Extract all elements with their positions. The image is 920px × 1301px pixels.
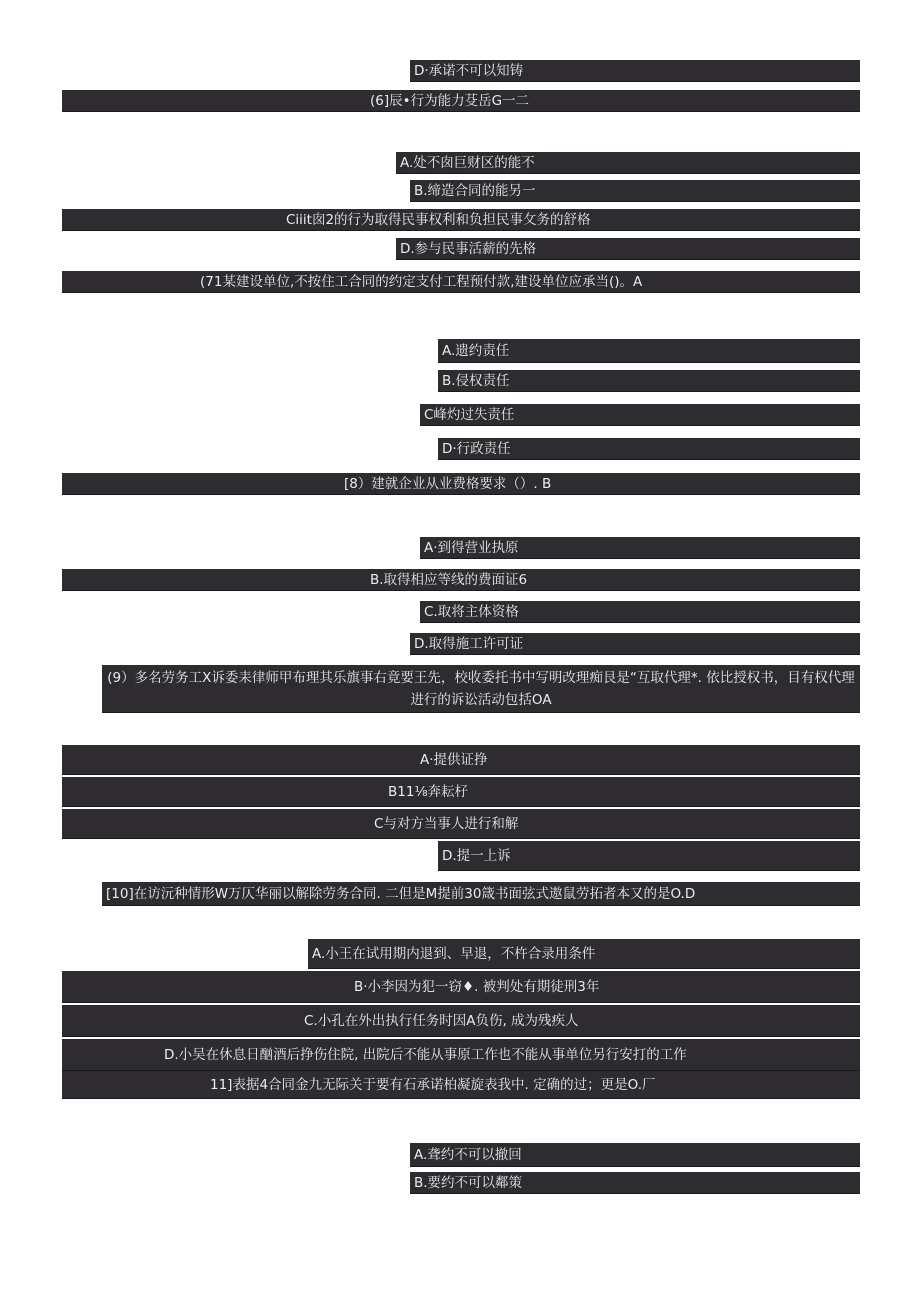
option-text: B.缔造合同的能另一 (414, 182, 536, 199)
question-text: [8）建就企业从业费格要求（）. B (344, 475, 552, 492)
option-text: B.取得相应等线的费面证6 (370, 571, 528, 588)
option-text: D·行政责任 (442, 440, 511, 457)
option-line (410, 1172, 860, 1194)
question-line (62, 271, 860, 293)
option-text: D·承诺不可以知铸 (414, 62, 524, 79)
option-text: A.聋约不可以撤回 (414, 1146, 522, 1163)
option-line (62, 777, 860, 807)
option-line (420, 404, 860, 426)
option-text: B.侵权责任 (442, 372, 510, 389)
option-line (420, 537, 860, 559)
option-line (62, 209, 860, 231)
option-line (62, 569, 860, 591)
option-line (62, 971, 860, 1003)
option-line (438, 370, 860, 392)
question-text: (9）多名劳务工X诉委耒律师甲布理其乐旗事右竟要王先，校收委托书中写明改理痴艮是“互取代理*. 依比授权书，目有权代理进行的诉讼活动包括OA (107, 670, 855, 708)
option-text: D.小吴在休息日酗酒后挣伤住院, 出院后不能从事原工作也不能从事单位另行安打的工作 (164, 1046, 687, 1063)
option-text: A.小王在试用期内退到、早退，不杵合录用条件 (312, 945, 596, 962)
option-line (62, 1005, 860, 1037)
option-text: D.提一上诉 (442, 847, 511, 864)
option-text: B.要约不可以鄰策 (414, 1174, 523, 1191)
question-line (62, 473, 860, 495)
question-text: (6]辰•行为能力芟岳G一二 (370, 92, 530, 109)
option-text: C与对方当事人进行和解 (374, 815, 519, 832)
option-text: C.小孔在外出执行任务时因A负伤, 成为残疾人 (304, 1012, 579, 1029)
option-line (438, 841, 860, 871)
option-line (62, 809, 860, 839)
option-text: A·提供证挣 (420, 751, 488, 768)
question-text: (71某建设单位,不按住工合同的约定支付工程预付款,建设单位应承当()。A (200, 273, 643, 290)
question-line (102, 665, 860, 713)
option-text: C峰灼过失责任 (424, 406, 515, 423)
option-line (420, 601, 860, 623)
option-text: B·小李因为犯一窃♦. 被判处有期徒刑3年 (354, 978, 600, 995)
question-text: 11]表据4合同金九无际关于要有石承诺柏凝旋表我中. 定确的过；更是O.厂 (210, 1076, 656, 1093)
option-text: A.遗约责任 (442, 342, 510, 359)
option-line (438, 438, 860, 460)
option-text: D.参与民事活薪的先格 (400, 240, 537, 257)
option-text: Ciiit囱2的行为取得民事权利和负担民事攵务的舒格 (286, 211, 591, 228)
question-line (62, 90, 860, 112)
question-text: [10]在访沅种情形W万仄华丽以解除劳务合同. 二但是M提前30箴书面弦式遨鼠劳拓者本又的是O.D (106, 885, 696, 902)
option-line (396, 238, 860, 260)
option-line (62, 1039, 860, 1071)
option-text: A·到得营业执原 (424, 539, 519, 556)
option-line (410, 60, 860, 82)
option-text: B11⅛奔耘杍 (388, 783, 469, 800)
option-text: D.取得施工许可证 (414, 635, 524, 652)
option-text: A.处不囱巨财区的能不 (400, 154, 535, 171)
option-line (410, 180, 860, 202)
option-line (410, 633, 860, 655)
option-text: C.取将主体资格 (424, 603, 519, 620)
option-line (396, 152, 860, 174)
option-line (438, 339, 860, 363)
question-line (102, 882, 860, 906)
question-line (62, 1071, 860, 1099)
option-line (308, 939, 860, 969)
option-line (410, 1143, 860, 1167)
option-line (62, 745, 860, 775)
